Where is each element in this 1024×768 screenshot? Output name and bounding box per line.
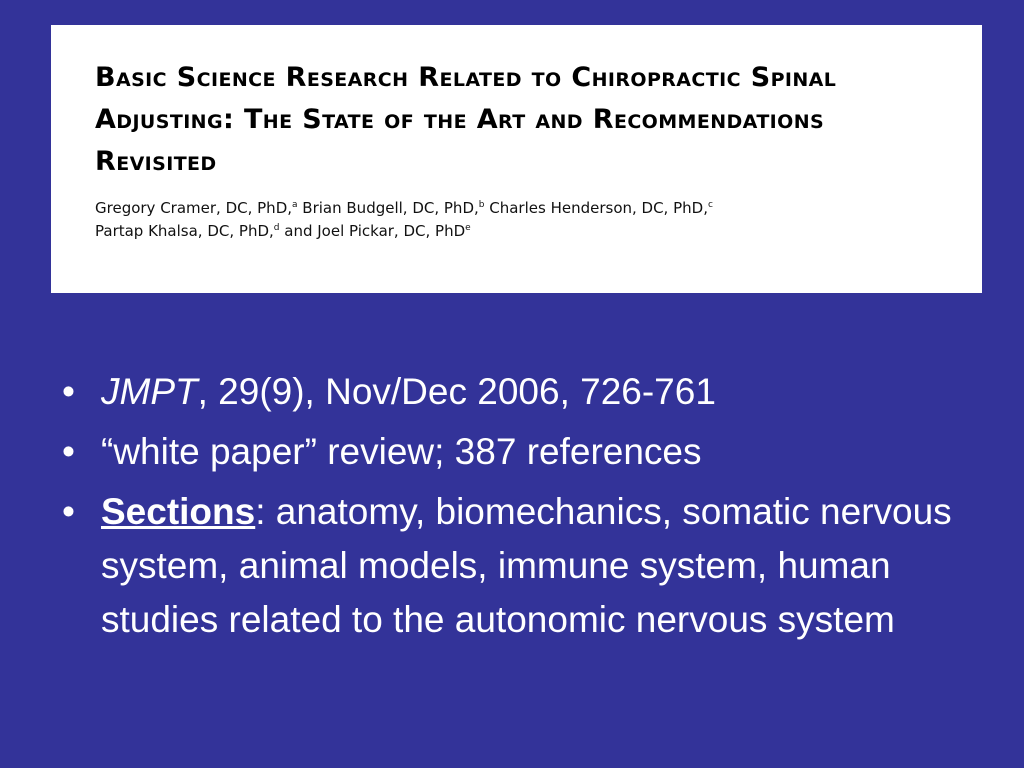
author-affiliation: c: [707, 200, 713, 210]
author-name: Partap Khalsa, DC, PhD,: [95, 222, 274, 240]
author-affiliation: d: [273, 223, 280, 233]
sections-text: : anatomy, biomechanics, somatic nervous system, animal models, immune system, human studies related to the autonomic nervous system: [101, 491, 952, 640]
bullet-list: [60, 365, 980, 653]
bullet-citation: [60, 365, 980, 419]
author-name: Gregory Cramer, DC, PhD,: [95, 199, 293, 217]
paper-header-image: [51, 25, 982, 293]
author-name: Brian Budgell, DC, PhD,: [297, 199, 479, 217]
sections-label: Sections: [101, 491, 256, 532]
bullet-sections: [60, 485, 980, 647]
authors-line-1: [95, 197, 942, 220]
journal-name: JMPT: [101, 371, 198, 412]
bullet-review: [60, 425, 980, 479]
author-affiliation: a: [292, 200, 298, 210]
citation-details: , 29(9), Nov/Dec 2006, 726-761: [197, 371, 716, 412]
authors-line-2: [95, 220, 942, 243]
author-name: Charles Henderson, DC, PhD,: [484, 199, 708, 217]
author-affiliation: e: [465, 223, 471, 233]
author-affiliation: b: [478, 200, 485, 210]
paper-authors: [95, 197, 942, 243]
author-name: and Joel Pickar, DC, PhD: [279, 222, 466, 240]
review-text: “white paper” review; 387 references: [101, 431, 702, 472]
paper-title: Basic Science Research Related to Chiropractic Spinal Adjusting: The State of the Art and Recommendations Revisited: [95, 62, 837, 177]
